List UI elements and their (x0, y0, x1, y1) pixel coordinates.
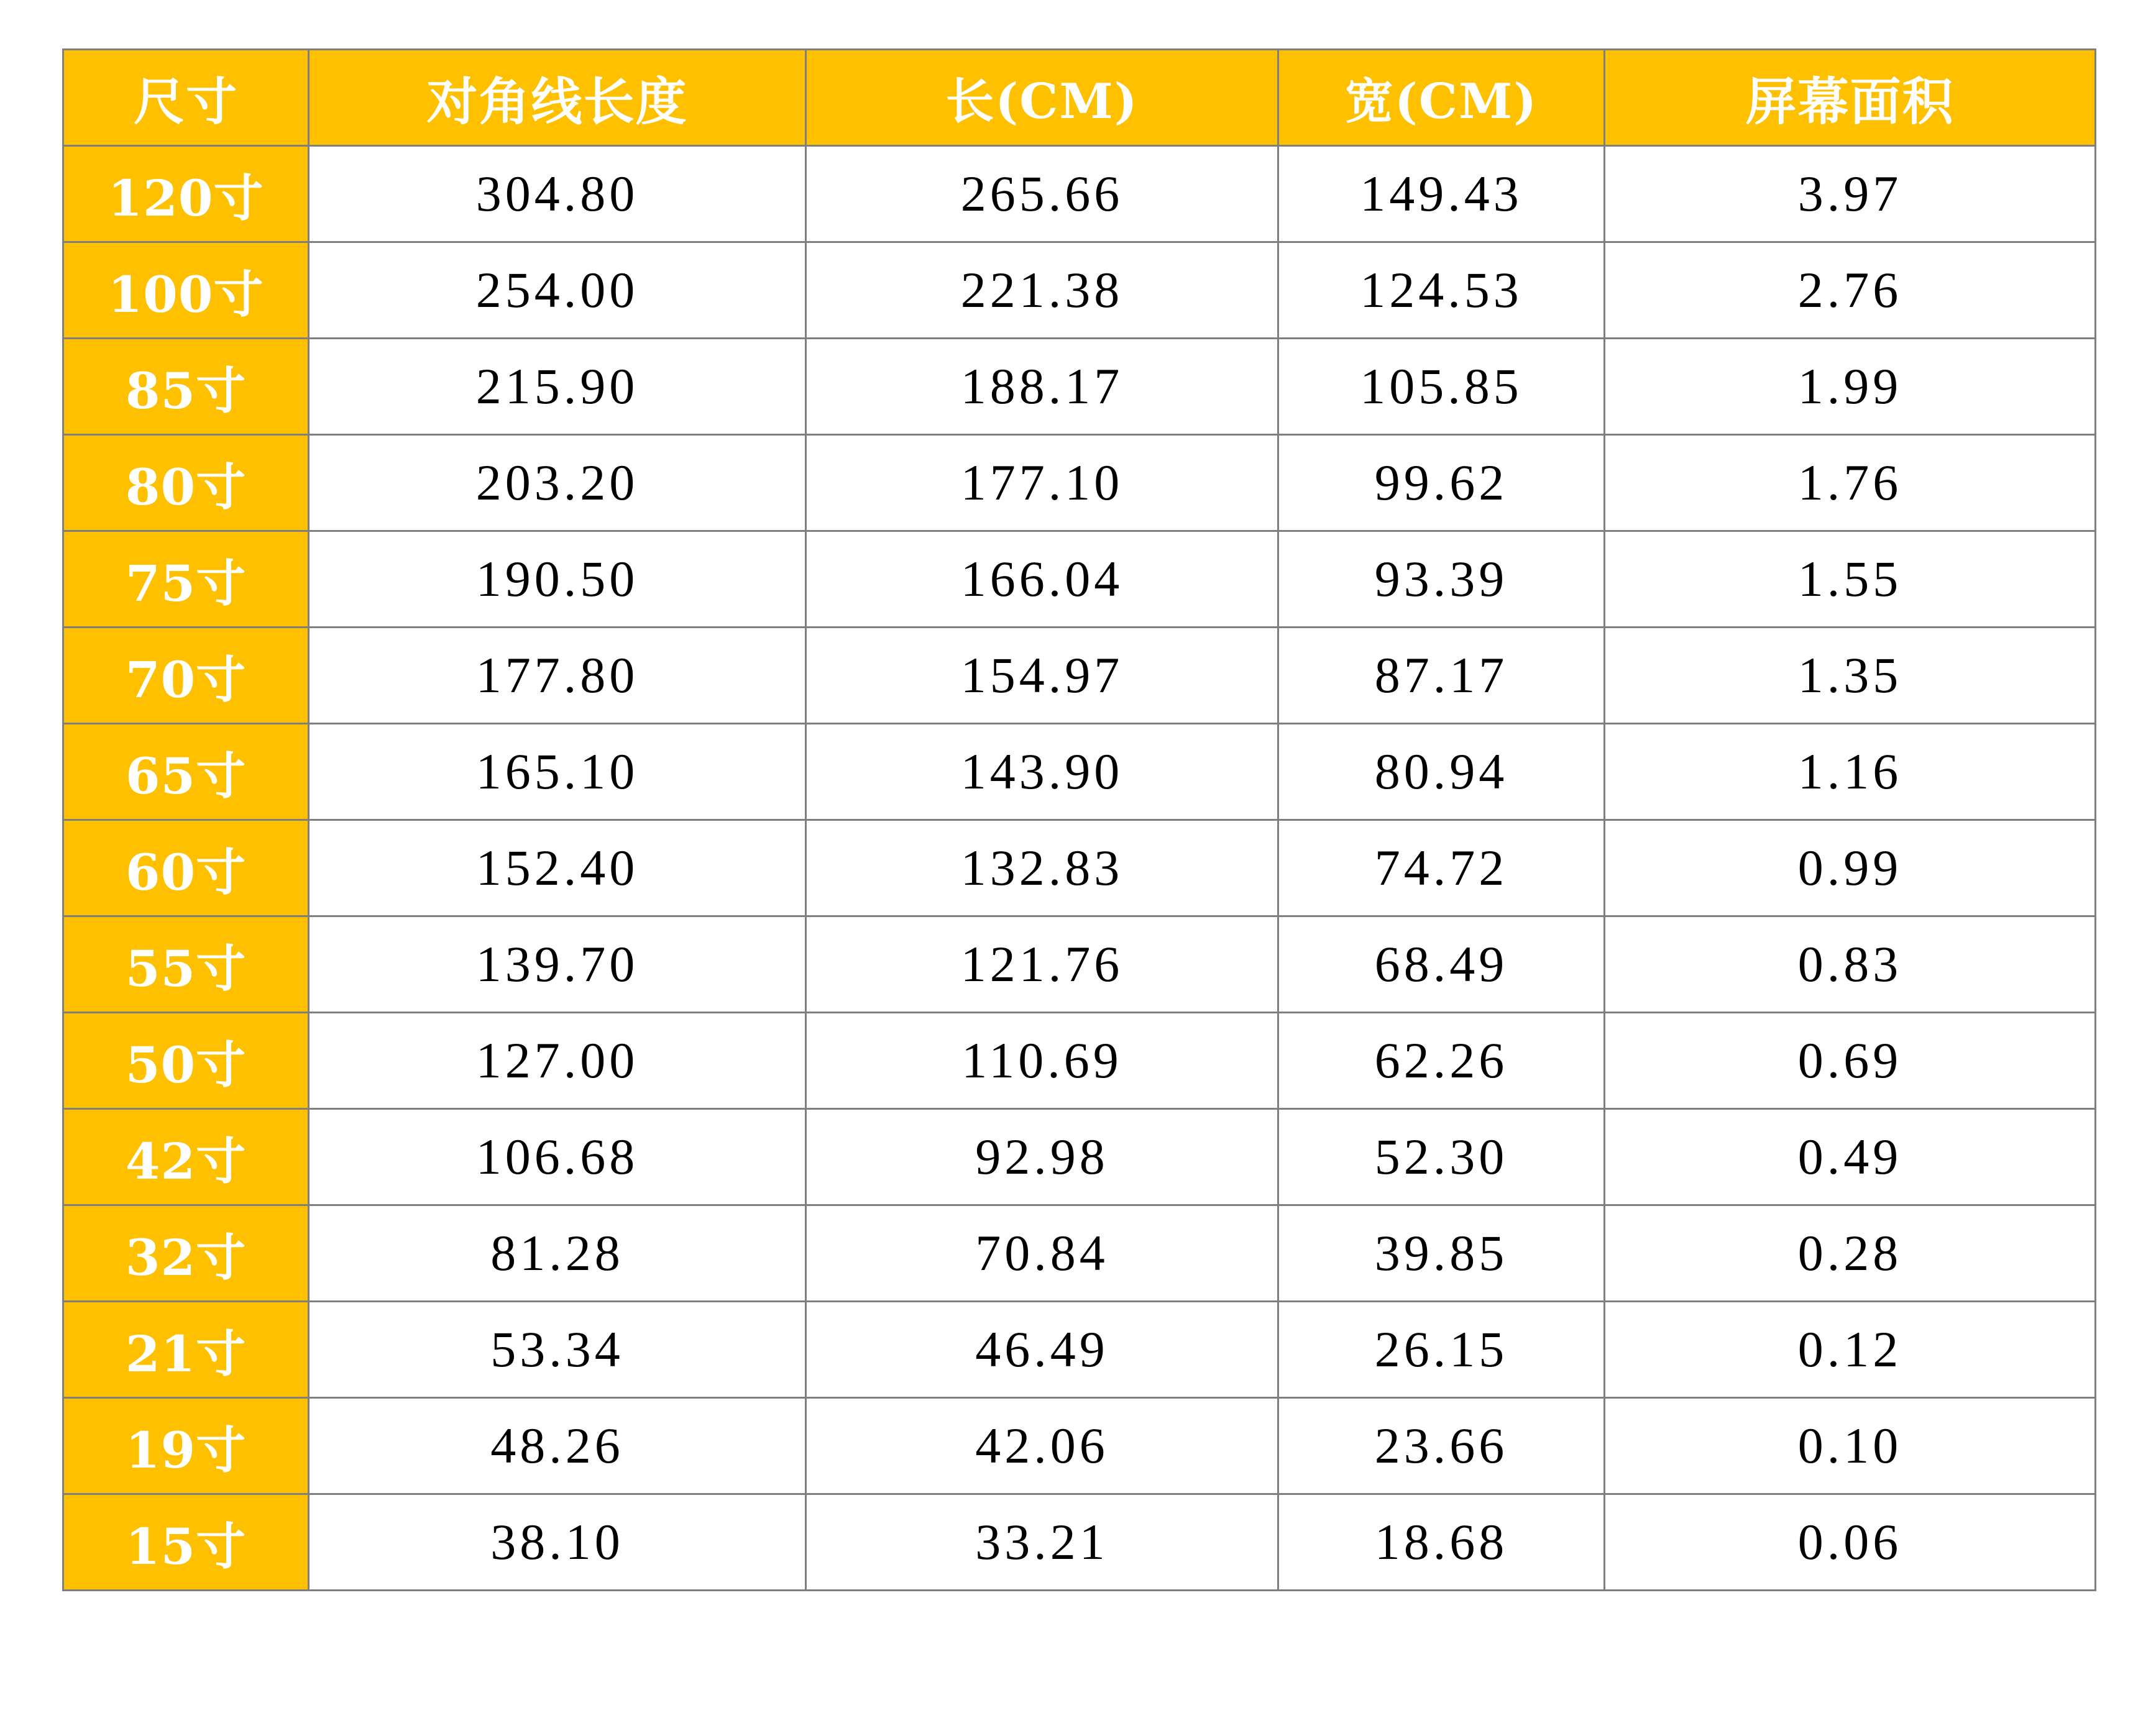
table-row (63, 435, 2096, 531)
cell-size: 55寸 (63, 916, 309, 1013)
table-row (63, 1109, 2096, 1205)
cell-diagonal: 81.28 (309, 1205, 806, 1302)
cell-length: 132.83 (806, 820, 1278, 916)
cell-width: 68.49 (1278, 916, 1605, 1013)
cell-area: 0.69 (1605, 1013, 2096, 1109)
cell-length: 121.76 (806, 916, 1278, 1013)
table-row (63, 242, 2096, 339)
cell-area: 0.10 (1605, 1398, 2096, 1494)
table-row (63, 1205, 2096, 1302)
cell-width: 18.68 (1278, 1494, 1605, 1591)
cell-width: 26.15 (1278, 1302, 1605, 1398)
cell-width: 74.72 (1278, 820, 1605, 916)
cell-length: 46.49 (806, 1302, 1278, 1398)
table-row (63, 1302, 2096, 1398)
column-header-size: 尺寸 (63, 50, 309, 146)
cell-area: 1.16 (1605, 724, 2096, 820)
cell-size: 21寸 (63, 1302, 309, 1398)
cell-area: 0.28 (1605, 1205, 2096, 1302)
cell-width: 149.43 (1278, 146, 1605, 242)
cell-length: 188.17 (806, 339, 1278, 435)
table-row (63, 724, 2096, 820)
cell-size: 85寸 (63, 339, 309, 435)
cell-diagonal: 152.40 (309, 820, 806, 916)
table-row (63, 339, 2096, 435)
cell-diagonal: 48.26 (309, 1398, 806, 1494)
cell-length: 33.21 (806, 1494, 1278, 1591)
cell-length: 177.10 (806, 435, 1278, 531)
cell-length: 154.97 (806, 628, 1278, 724)
cell-size: 60寸 (63, 820, 309, 916)
cell-diagonal: 304.80 (309, 146, 806, 242)
cell-width: 80.94 (1278, 724, 1605, 820)
cell-area: 1.35 (1605, 628, 2096, 724)
cell-area: 0.83 (1605, 916, 2096, 1013)
column-header-area: 屏幕面积 (1605, 50, 2096, 146)
cell-size: 32寸 (63, 1205, 309, 1302)
table-row (63, 820, 2096, 916)
cell-width: 124.53 (1278, 242, 1605, 339)
table-row (63, 531, 2096, 628)
cell-diagonal: 127.00 (309, 1013, 806, 1109)
cell-diagonal: 190.50 (309, 531, 806, 628)
cell-area: 1.99 (1605, 339, 2096, 435)
cell-area: 0.06 (1605, 1494, 2096, 1591)
cell-length: 70.84 (806, 1205, 1278, 1302)
cell-width: 87.17 (1278, 628, 1605, 724)
cell-size: 80寸 (63, 435, 309, 531)
column-header-width: 宽(CM) (1278, 50, 1605, 146)
cell-diagonal: 254.00 (309, 242, 806, 339)
cell-size: 42寸 (63, 1109, 309, 1205)
cell-width: 93.39 (1278, 531, 1605, 628)
cell-width: 23.66 (1278, 1398, 1605, 1494)
table-row (63, 1013, 2096, 1109)
cell-length: 143.90 (806, 724, 1278, 820)
cell-size: 19寸 (63, 1398, 309, 1494)
table-row (63, 1494, 2096, 1591)
screen-size-table-container (62, 48, 2094, 1591)
screen-size-table (62, 48, 2096, 1591)
column-header-diagonal: 对角线长度 (309, 50, 806, 146)
cell-size: 15寸 (63, 1494, 309, 1591)
cell-length: 265.66 (806, 146, 1278, 242)
table-header-row (63, 50, 2096, 146)
cell-length: 221.38 (806, 242, 1278, 339)
cell-size: 100寸 (63, 242, 309, 339)
cell-diagonal: 177.80 (309, 628, 806, 724)
cell-diagonal: 38.10 (309, 1494, 806, 1591)
table-row (63, 916, 2096, 1013)
cell-diagonal: 203.20 (309, 435, 806, 531)
table-row (63, 146, 2096, 242)
cell-diagonal: 215.90 (309, 339, 806, 435)
cell-size: 75寸 (63, 531, 309, 628)
cell-area: 3.97 (1605, 146, 2096, 242)
cell-length: 92.98 (806, 1109, 1278, 1205)
cell-width: 52.30 (1278, 1109, 1605, 1205)
cell-length: 166.04 (806, 531, 1278, 628)
cell-size: 70寸 (63, 628, 309, 724)
cell-width: 105.85 (1278, 339, 1605, 435)
cell-size: 120寸 (63, 146, 309, 242)
cell-diagonal: 139.70 (309, 916, 806, 1013)
cell-area: 1.55 (1605, 531, 2096, 628)
cell-diagonal: 165.10 (309, 724, 806, 820)
cell-diagonal: 106.68 (309, 1109, 806, 1205)
cell-area: 0.49 (1605, 1109, 2096, 1205)
cell-size: 50寸 (63, 1013, 309, 1109)
cell-area: 2.76 (1605, 242, 2096, 339)
cell-size: 65寸 (63, 724, 309, 820)
table-row (63, 628, 2096, 724)
table-row (63, 1398, 2096, 1494)
cell-length: 42.06 (806, 1398, 1278, 1494)
cell-diagonal: 53.34 (309, 1302, 806, 1398)
table-body (63, 146, 2096, 1591)
cell-width: 39.85 (1278, 1205, 1605, 1302)
cell-area: 1.76 (1605, 435, 2096, 531)
cell-width: 99.62 (1278, 435, 1605, 531)
column-header-length: 长(CM) (806, 50, 1278, 146)
cell-length: 110.69 (806, 1013, 1278, 1109)
cell-area: 0.12 (1605, 1302, 2096, 1398)
cell-width: 62.26 (1278, 1013, 1605, 1109)
cell-area: 0.99 (1605, 820, 2096, 916)
